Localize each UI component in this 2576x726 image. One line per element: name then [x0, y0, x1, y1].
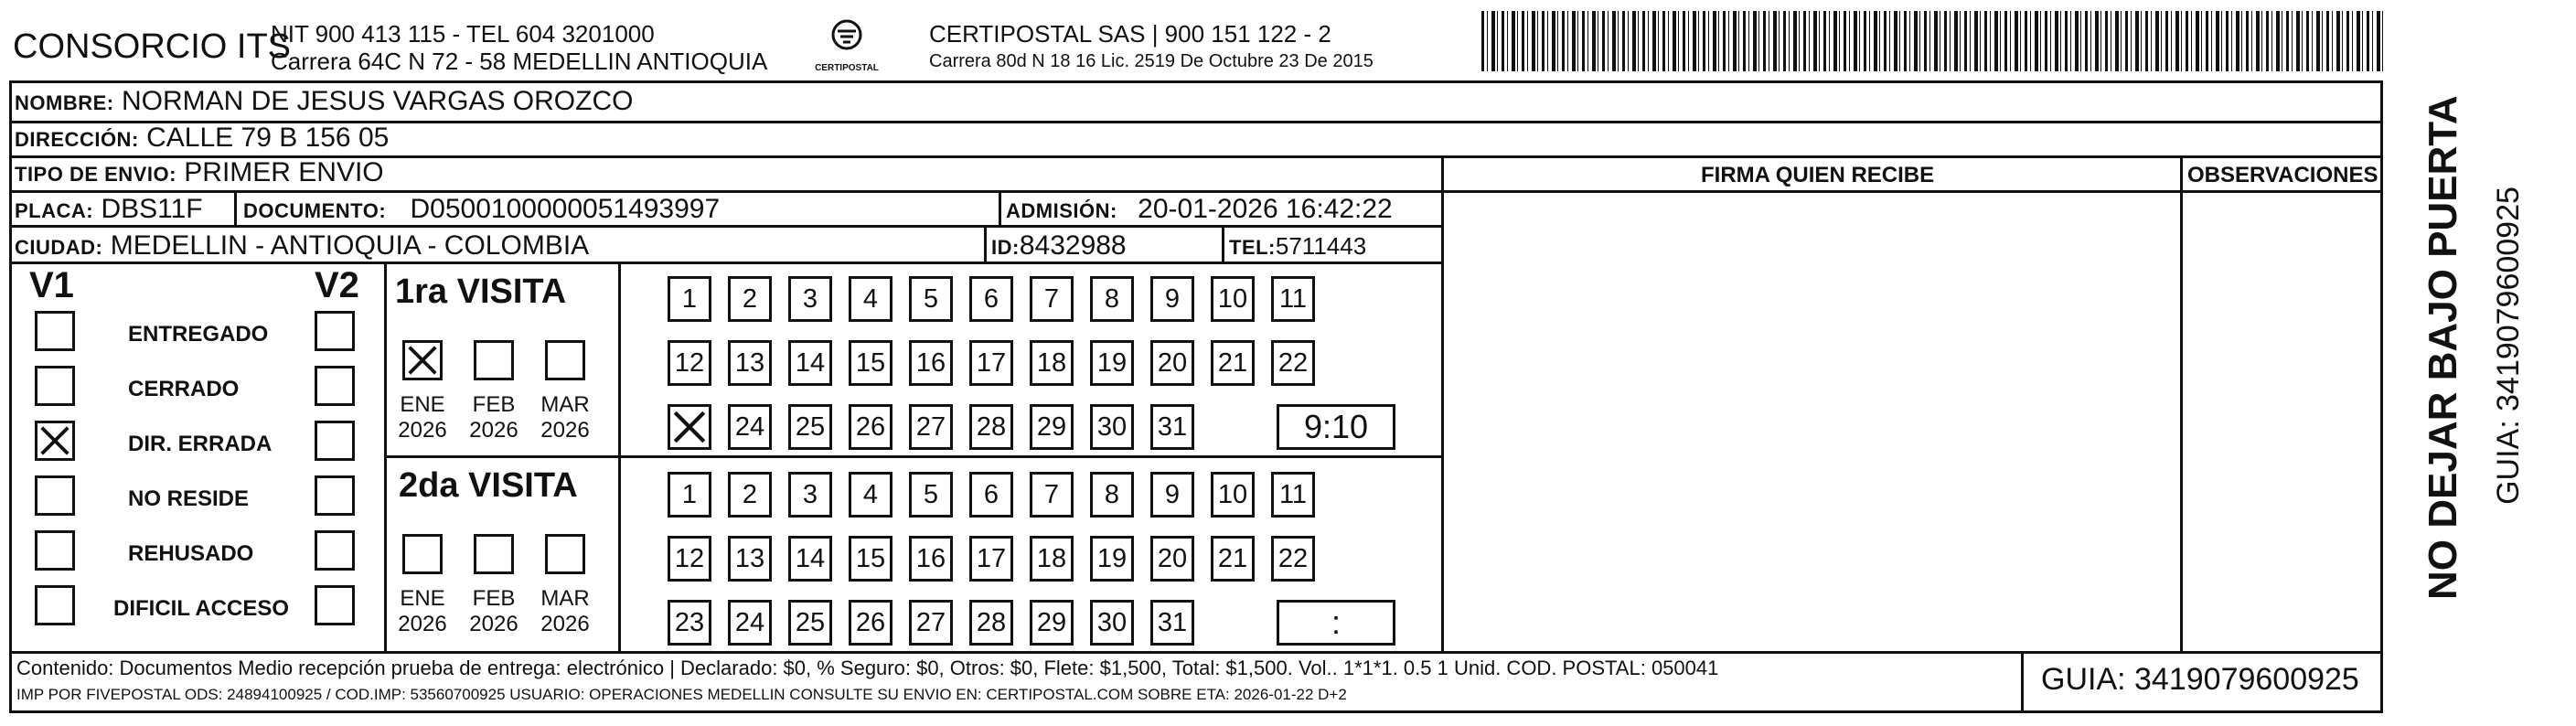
id-field: ID:8432988: [991, 230, 1127, 261]
day-cell[interactable]: 22: [1271, 340, 1315, 386]
month-label: FEB: [472, 586, 516, 611]
day-cell[interactable]: 13: [728, 340, 772, 386]
day-cell[interactable]: 31: [1150, 404, 1194, 450]
year-label: 2026: [469, 418, 518, 443]
impresion-line: IMP POR FIVEPOSTAL ODS: 24894100925 / COD.IMP: 53560700925 USUARIO: OPERACIONES MEDELLIN CONSULTE SU ENVIO EN: CERTIPOSTAL.COM SOBRE ETA: 2026-01-22 D+2: [16, 686, 1347, 703]
day-cell[interactable]: 17: [969, 536, 1013, 582]
month-label: ENE: [400, 392, 445, 417]
guia-footer: GUIA: 3419079600925: [2041, 662, 2359, 697]
day-cell[interactable]: 6: [969, 472, 1013, 518]
guia-side: GUIA: 3419079600925: [2491, 187, 2526, 505]
documento-field: DOCUMENTO: D0500100000051493997: [243, 194, 721, 224]
status-label: CERRADO: [128, 377, 240, 401]
month-checkbox[interactable]: [545, 534, 585, 574]
observaciones-label: OBSERVACIONES: [2187, 163, 2378, 187]
direccion-field: DIRECCIÓN: CALLE 79 B 156 05: [15, 123, 390, 153]
day-cell[interactable]: 24: [728, 404, 772, 450]
day-cell[interactable]: 5: [909, 472, 953, 518]
day-cell[interactable]: 9: [1150, 276, 1194, 322]
day-cell[interactable]: 4: [849, 276, 893, 322]
day-cell[interactable]: 25: [788, 600, 832, 646]
year-label: 2026: [398, 418, 447, 443]
day-cell[interactable]: 29: [1030, 600, 1074, 646]
v2-checkbox[interactable]: [315, 421, 355, 461]
barcode: [1481, 11, 2387, 71]
day-cell[interactable]: 18: [1030, 536, 1074, 582]
day-cell[interactable]: 15: [849, 536, 893, 582]
v1-label: V1: [29, 265, 74, 305]
day-cell[interactable]: 26: [849, 404, 893, 450]
month-label: MAR: [540, 392, 590, 417]
placa-field: PLACA: DBS11F: [15, 194, 203, 224]
day-cell[interactable]: 20: [1150, 340, 1194, 386]
day-cell[interactable]: 3: [788, 276, 832, 322]
month-checkbox[interactable]: [402, 340, 443, 380]
day-cell[interactable]: 3: [788, 472, 832, 518]
day-cell[interactable]: 20: [1150, 536, 1194, 582]
day-cell[interactable]: 11: [1271, 472, 1315, 518]
v2-checkbox[interactable]: [315, 585, 355, 625]
carrier-name: CERTIPOSTAL SAS | 900 151 122 - 2: [929, 20, 1331, 48]
side-note: [2387, 95, 2526, 616]
day-cell[interactable]: 21: [1211, 340, 1255, 386]
day-cell[interactable]: 19: [1090, 536, 1134, 582]
month-checkbox[interactable]: [474, 340, 514, 380]
v2-checkbox[interactable]: [315, 311, 355, 351]
day-cell[interactable]: 8: [1090, 472, 1134, 518]
day-cell[interactable]: 2: [728, 276, 772, 322]
day-cell[interactable]: 21: [1211, 536, 1255, 582]
v1-checkbox[interactable]: [35, 421, 75, 461]
year-label: 2026: [540, 612, 590, 636]
day-cell[interactable]: 10: [1211, 472, 1255, 518]
day-cell[interactable]: 1: [668, 472, 711, 518]
day-cell[interactable]: 15: [849, 340, 893, 386]
ciudad-field: CIUDAD: MEDELLIN - ANTIOQUIA - COLOMBIA: [15, 230, 590, 261]
day-cell[interactable]: 5: [909, 276, 953, 322]
status-label: REHUSADO: [128, 541, 254, 566]
day-cell[interactable]: 1: [668, 276, 711, 322]
firma-label: FIRMA QUIEN RECIBE: [1701, 163, 1935, 187]
time-field[interactable]: :: [1277, 600, 1395, 646]
day-cell[interactable]: 27: [909, 600, 953, 646]
tel-field: TEL:5711443: [1229, 232, 1367, 260]
day-cell[interactable]: 11: [1271, 276, 1315, 322]
admision-field: ADMISIÓN: 20-01-2026 16:42:22: [1006, 194, 1393, 224]
tipo-envio-field: TIPO DE ENVIO: PRIMER ENVIO: [15, 157, 384, 187]
day-cell[interactable]: 6: [969, 276, 1013, 322]
carrier-address: Carrera 80d N 18 16 Lic. 2519 De Octubre 23 De 2015: [929, 51, 1374, 71]
v1-checkbox[interactable]: [35, 530, 75, 571]
status-label: NO RESIDE: [128, 486, 250, 511]
day-cell[interactable]: 8: [1090, 276, 1134, 322]
visita1-title: 1ra VISITA: [395, 272, 567, 311]
v2-label: V2: [315, 265, 359, 305]
company-name: CONSORCIO ITS: [13, 27, 292, 66]
day-cell[interactable]: 13: [728, 536, 772, 582]
day-cell[interactable]: 17: [969, 340, 1013, 386]
company-nit: NIT 900 413 115 - TEL 604 3201000: [271, 20, 655, 48]
day-cell[interactable]: 14: [788, 536, 832, 582]
day-cell[interactable]: 16: [909, 340, 953, 386]
status-label: ENTREGADO: [128, 322, 269, 347]
day-cell[interactable]: 22: [1271, 536, 1315, 582]
day-cell[interactable]: 19: [1090, 340, 1134, 386]
day-cell[interactable]: 26: [849, 600, 893, 646]
day-cell[interactable]: 30: [1090, 600, 1134, 646]
day-cell[interactable]: 16: [909, 536, 953, 582]
day-cell[interactable]: 10: [1211, 276, 1255, 322]
v1-checkbox[interactable]: [35, 311, 75, 351]
month-checkbox[interactable]: [474, 534, 514, 574]
day-cell[interactable]: 18: [1030, 340, 1074, 386]
logo-caption: CERTIPOSTAL: [815, 63, 879, 73]
no-dejar-bajo-puerta: NO DEJAR BAJO PUERTA: [2421, 95, 2465, 600]
year-label: 2026: [540, 418, 590, 443]
certipostal-logo: [810, 18, 883, 73]
day-cell[interactable]: 28: [969, 404, 1013, 450]
month-label: MAR: [540, 586, 590, 611]
month-checkbox[interactable]: [545, 340, 585, 380]
visita2-title: 2da VISITA: [399, 466, 578, 505]
day-cell[interactable]: 4: [849, 472, 893, 518]
company-address: Carrera 64C N 72 - 58 MEDELLIN ANTIOQUIA: [271, 48, 768, 75]
day-cell[interactable]: 28: [969, 600, 1013, 646]
day-cell[interactable]: 30: [1090, 404, 1134, 450]
day-cell[interactable]: 9: [1150, 472, 1194, 518]
day-cell[interactable]: 24: [728, 600, 772, 646]
time-field[interactable]: 9:10: [1277, 404, 1395, 450]
day-cell[interactable]: 14: [788, 340, 832, 386]
year-label: 2026: [398, 612, 447, 636]
month-checkbox[interactable]: [402, 534, 443, 574]
nombre-field: NOMBRE: NORMAN DE JESUS VARGAS OROZCO: [15, 86, 634, 116]
year-label: 2026: [469, 612, 518, 636]
day-cell[interactable]: 23: [668, 600, 711, 646]
v1-checkbox[interactable]: [35, 585, 75, 625]
v2-checkbox[interactable]: [315, 530, 355, 571]
day-cell[interactable]: 2: [728, 472, 772, 518]
v2-checkbox[interactable]: [315, 475, 355, 516]
day-cell[interactable]: 29: [1030, 404, 1074, 450]
status-label: DIFICIL ACCESO: [113, 596, 290, 621]
month-label: FEB: [472, 392, 516, 417]
day-cell[interactable]: 31: [1150, 600, 1194, 646]
day-cell[interactable]: 7: [1030, 472, 1074, 518]
v2-checkbox[interactable]: [315, 366, 355, 406]
day-cell[interactable]: 25: [788, 404, 832, 450]
status-label: DIR. ERRADA: [128, 432, 273, 456]
v1-checkbox[interactable]: [35, 366, 75, 406]
v1-checkbox[interactable]: [35, 475, 75, 516]
month-label: ENE: [400, 586, 445, 611]
day-cell[interactable]: 27: [909, 404, 953, 450]
day-cell[interactable]: [668, 404, 711, 450]
contenido-line: Contenido: Documentos Medio recepción prueba de entrega: electrónico | Declarado: $0, % Seguro: $0, Otros: $0, Flete: $1,500, Total: $1,500. Vol.. 1*1*1. 0.5 1 Unid. COD. POSTAL: 050041: [16, 657, 1719, 679]
day-cell[interactable]: 12: [668, 340, 711, 386]
day-cell[interactable]: 12: [668, 536, 711, 582]
day-cell[interactable]: 7: [1030, 276, 1074, 322]
